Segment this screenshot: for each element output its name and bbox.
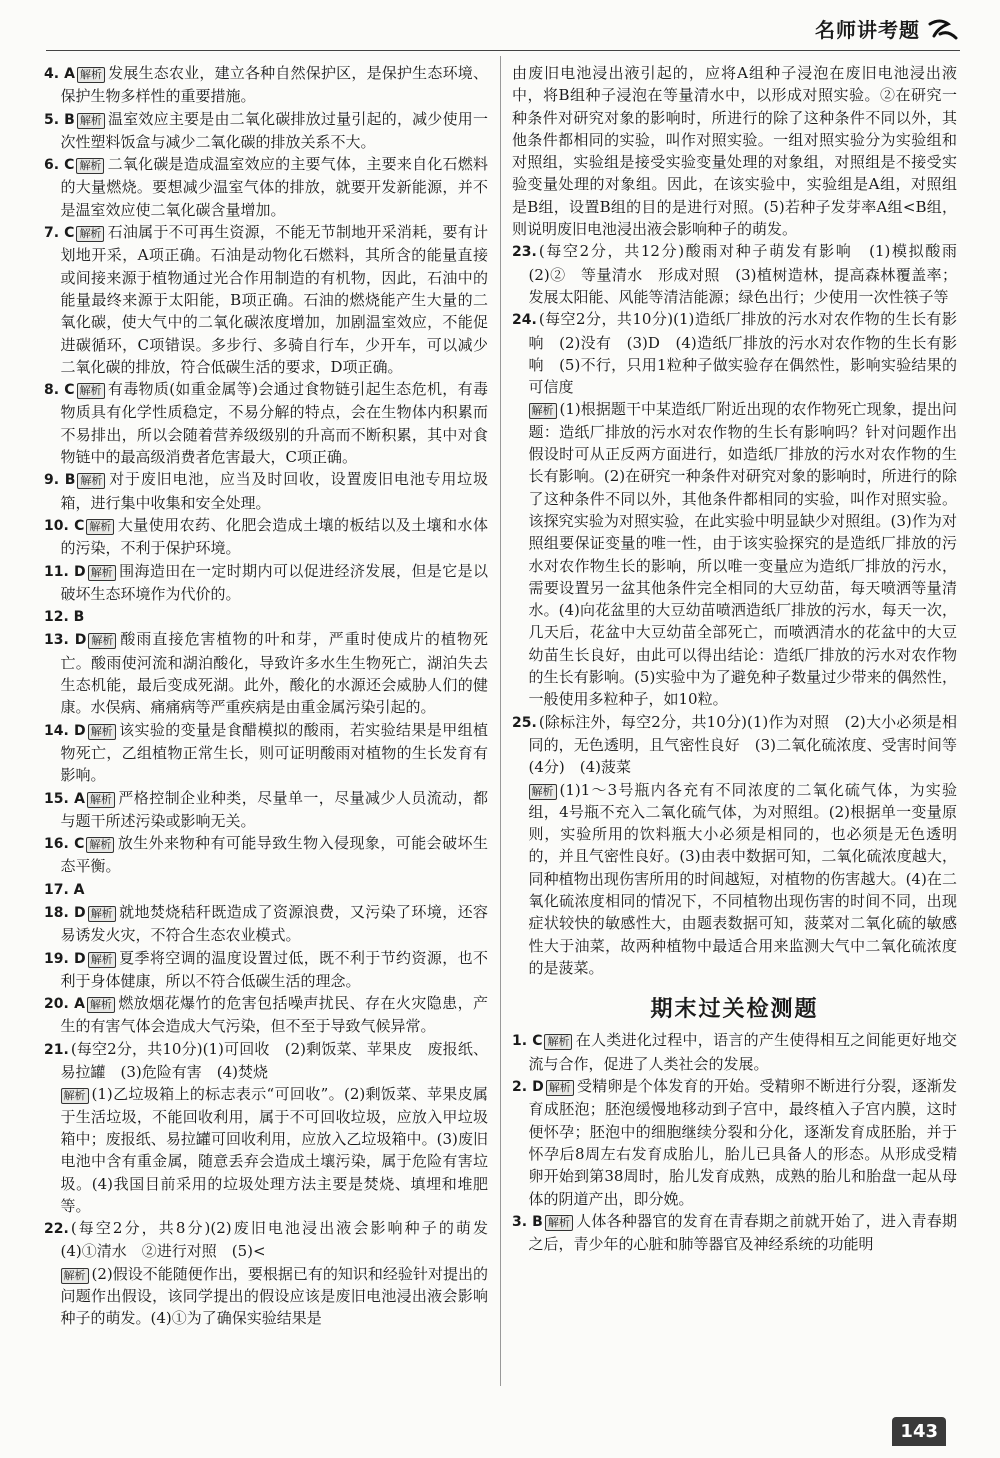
header-rule bbox=[46, 50, 960, 51]
answer-text: 酸雨直接危害植物的叶和芽，严重时使成片的植物死亡。酸雨使河流和湖泊酸化，导致许多水生生物死亡，湖泊失去生态机能，最后变成死湖。此外，酸化的水源还会威胁人们的健康。水俣病、痛痛病等严重疾病是由重金属污染引起的。 bbox=[60, 630, 488, 717]
answer-entry bbox=[512, 308, 957, 398]
answer-number: 14. D bbox=[44, 722, 86, 739]
analysis-tag: 解析 bbox=[88, 952, 116, 968]
answer-number: 22. bbox=[44, 1221, 69, 1238]
final-test-answers bbox=[512, 1029, 957, 1255]
answer-number: 8. C bbox=[44, 382, 75, 399]
answer-number: 15. A bbox=[44, 790, 85, 807]
analysis-tag: 解析 bbox=[88, 565, 116, 581]
answer-text: 二氧化碳是造成温室效应的主要气体，主要来自化石燃料的大量燃烧。要想减少温室气体的排放，就要开发新能源，并不是温室效应使二氧化碳含量增加。 bbox=[60, 155, 488, 219]
analysis-tag: 解析 bbox=[76, 158, 104, 174]
answer-entry bbox=[44, 901, 488, 947]
answer-entry bbox=[512, 398, 957, 710]
answer-text: 夏季将空调的温度设置过低，既不利于节约资源，也不利于身体健康，所以不符合低碳生活的理念。 bbox=[60, 948, 488, 990]
answer-text: (除标注外，每空2分，共10分)(1)作为对照 (2)大小必须是相同的，无色透明，且气密性良好 (3)二氧化硫浓度、受害时间等(4分) (4)菠菜 bbox=[528, 712, 957, 777]
answer-entry bbox=[512, 1210, 957, 1256]
answer-number: 12. B bbox=[44, 609, 85, 626]
answer-text: 温室效应主要是由二氧化碳排放过量引起的，减少使用一次性塑料饭盒与减少二氧化碳的排放关系不大。 bbox=[60, 109, 488, 151]
analysis-tag: 解析 bbox=[546, 1080, 574, 1096]
answer-text: 受精卵是个体发育的开始。受精卵不断进行分裂，逐渐发育成胚泡；胚泡缓慢地移动到子宫中，最终植入子宫内膜，这时便怀孕；胚泡中的细胞继续分裂和分化，逐渐发育成胚胎，并于怀孕后8周左右发育成胎儿，胎儿已具备人的形态。从形成受精卵开始到第38周时，胎儿发育成熟，成熟的胎儿和胎盘一起从母体的阴道产出，即分娩。 bbox=[528, 1077, 957, 1208]
analysis-tag: 解析 bbox=[77, 67, 105, 83]
analysis-tag: 解析 bbox=[77, 113, 105, 129]
answer-entry bbox=[512, 1075, 957, 1210]
answer-entry bbox=[44, 628, 488, 718]
answer-text: 在人类进化过程中，语言的产生使得相互之间能更好地交流与合作，促进了人类社会的发展。 bbox=[528, 1031, 957, 1073]
answer-entry bbox=[44, 221, 488, 378]
answer-entry bbox=[44, 787, 488, 833]
answer-number: 24. bbox=[512, 312, 537, 329]
answer-number: 19. D bbox=[44, 950, 86, 967]
answer-entry bbox=[512, 779, 957, 980]
answer-entry bbox=[44, 514, 488, 560]
analysis-tag: 解析 bbox=[545, 1215, 573, 1231]
right-column bbox=[512, 62, 973, 1255]
answer-number: 25. bbox=[512, 714, 537, 731]
answer-entry bbox=[44, 560, 488, 606]
answer-entry bbox=[44, 1217, 504, 1263]
answer-text: (2)假设不能随便作出，要根据已有的知识和经验针对提出的问题作出假设，该同学提出的假设应该是废旧电池浸出液会影响种子的萌发。(4)①为了确保实验结果是 bbox=[60, 1264, 488, 1328]
answer-number: 9. B bbox=[44, 472, 76, 489]
header-title: 名师讲考题 bbox=[815, 18, 920, 42]
answer-entry bbox=[44, 153, 488, 221]
answer-number: 18. D bbox=[44, 904, 86, 921]
answer-entry bbox=[44, 1263, 488, 1330]
answer-entry bbox=[512, 240, 973, 308]
answer-entry bbox=[44, 378, 488, 468]
answer-entry bbox=[44, 1038, 488, 1084]
answer-entry bbox=[44, 108, 488, 154]
right-answers bbox=[512, 62, 973, 979]
answer-text: 石油属于不可再生资源，不能无节制地开采消耗，要有计划地开采，A项正确。石油是动物化石燃料，其所含的能量直接或间接来源于植物通过光合作用制造的有机物，因此，石油中的能量最终来源于太阳能，B项正确。石油的燃烧能产生大量的二氧化碳，使大气中的二氧化碳浓度增加，加剧温室效应，不能促进碳循环，C项错误。多步行、多骑自行车，少开车，可以减少二氧化碳的排放，符合低碳生活的要求，D项正确。 bbox=[60, 223, 488, 376]
answer-entry bbox=[44, 947, 488, 993]
answer-text: 大量使用农药、化肥会造成土壤的板结以及土壤和水体的污染，不利于保护环境。 bbox=[60, 515, 488, 558]
page-number: 143 bbox=[892, 1417, 946, 1446]
answer-text: 就地焚烧秸秆既造成了资源浪费，又污染了环境，还容易诱发火灾，不符合生态农业模式。 bbox=[60, 902, 488, 945]
answer-number: 10. C bbox=[44, 517, 85, 534]
analysis-tag: 解析 bbox=[88, 633, 116, 649]
answer-text: (每空2分，共10分)(1)可回收 (2)剩饭菜、苹果皮 废报纸、易拉罐 (3)危险有害 (4)焚烧 bbox=[60, 1039, 488, 1082]
answer-text: 对于废旧电池，应当及时回收，设置废旧电池专用垃圾箱，进行集中收集和安全处理。 bbox=[60, 470, 488, 512]
analysis-tag: 解析 bbox=[544, 1034, 572, 1050]
answer-number: 4. A bbox=[44, 66, 75, 82]
section-title: 期末过关检测题 bbox=[650, 997, 819, 1023]
answer-entry bbox=[44, 605, 488, 628]
answer-number: 20. A bbox=[44, 996, 85, 1013]
answer-entry bbox=[44, 832, 488, 878]
answer-text: (1)根据题干中某造纸厂附近出现的农作物死亡现象，提出问题：造纸厂排放的污水对农作物的生长有影响吗？针对问题作出假设时可从正反两方面进行，如造纸厂排放的污水对农作物的生长有影响。(2)在研究一种条件对研究对象的影响时，所进行的除了这种条件不同以外，其他条件都相同的实验，叫作对照实验。该探究实验为对照实验，在此实验中明显缺少对照组。(3)作为对照组要保证变量的唯一性，由于该实验探究的是造纸厂排放的污水对农作物生长的影响，所以唯一变量应为造纸厂排放的污水，需要设置另一盆其他条件完全相同的大豆幼苗，每天喷洒等量清水。(4)向花盆里的大豆幼苗喷洒造纸厂排放的污水，每天一次，几天后，花盆中大豆幼苗全部死亡，而喷洒清水的花盆中的大豆幼苗生长良好，由此可以得出结论：造纸厂排放的污水对农作物的生长有影响。(5)实验中为了避免种子数量过少带来的偶然性，一般使用多粒种子，如10粒。 bbox=[528, 400, 957, 709]
answer-text: (每空2分，共10分)(1)造纸厂排放的污水对农作物的生长有影响 (2)没有 (3)D (4)造纸厂排放的污水对农作物的生长有影响 (5)不行，只用1粒种子做实验存在偶然性，影响实验结果的可信度 bbox=[528, 310, 957, 397]
answer-text: 该实验的变量是食醋模拟的酸雨，若实验结果是甲组植物死亡，乙组植物正常生长，则可证明酸雨对植物的生长发育有影响。 bbox=[60, 720, 488, 785]
answer-number: 21. bbox=[44, 1041, 69, 1058]
answer-number: 17. A bbox=[44, 881, 85, 898]
analysis-tag: 解析 bbox=[87, 792, 115, 808]
answer-entry bbox=[44, 719, 488, 787]
answer-number: 23. bbox=[512, 244, 537, 261]
answer-text: 有毒物质(如重金属等)会通过食物链引起生态危机，有毒物质具有化学性质稳定，不易分解的特点，会在生物体内积累而不易排出，所以会随着营养级级别的升高而不断积累，其中对食物链中的最高级消费者危害最大，C项正确。 bbox=[60, 380, 488, 467]
analysis-tag: 解析 bbox=[76, 226, 104, 242]
answer-text: 由废旧电池浸出液引起的，应将A组种子浸泡在废旧电池浸出液中，将B组种子浸泡在等量清水中，以形成对照实验。②在研究一种条件对研究对象的影响时，所进行的除了这种条件不同以外，其他条件都相同的实验，叫作对照实验。一组对照实验分为实验组和对照组，实验组是接受实验变量处理的对象组，对照组是不接受实验变量处理的对象组。因此，在该实验中，实验组是A组，对照组是B组，设置B组的目的是进行对照。(5)若种子发芽率A组<B组，则说明废旧电池浸出液会影响种子的萌发。 bbox=[512, 64, 957, 239]
analysis-tag: 解析 bbox=[77, 473, 105, 489]
answer-entry bbox=[512, 711, 957, 779]
answer-text: 人体各种器官的发育在青春期之前就开始了，进入青春期之后，青少年的心脏和肺等器官及神经系统的功能明 bbox=[528, 1211, 957, 1254]
analysis-tag: 解析 bbox=[88, 906, 116, 922]
answer-number: 16. C bbox=[44, 836, 85, 853]
answer-number: 3. B bbox=[512, 1213, 543, 1230]
analysis-tag: 解析 bbox=[87, 997, 115, 1013]
answer-number: 5. B bbox=[44, 111, 75, 128]
analysis-tag: 解析 bbox=[529, 403, 557, 419]
answer-text: 放生外来物种有可能导致生物入侵现象，可能会破坏生态平衡。 bbox=[60, 834, 488, 876]
answer-text: (每空2分，共8分)(2)废旧电池浸出液会影响种子的萌发 (4)①清水 ②进行对照 (5)< bbox=[60, 1219, 504, 1261]
answer-text: 发展生态农业，建立各种自然保护区，是保护生态环境、保护生物多样性的重要措施。 bbox=[60, 64, 488, 106]
analysis-tag: 解析 bbox=[61, 1088, 89, 1104]
answer-number: 13. D bbox=[44, 632, 87, 649]
answer-text: 燃放烟花爆竹的危害包括噪声扰民、存在火灾隐患，产生的有害气体会造成大气污染，但不至于导致气候异常。 bbox=[60, 994, 488, 1036]
answer-text: (每空2分，共12分)酸雨对种子萌发有影响 (1)模拟酸雨 (2)② 等量清水 形成对照 (3)植树造林，提高森林覆盖率；发展太阳能、风能等清洁能源；绿色出行；少使用一次性筷子等 bbox=[528, 242, 973, 306]
answer-entry bbox=[44, 992, 488, 1038]
answer-entry bbox=[512, 62, 957, 240]
answer-entry bbox=[512, 1029, 957, 1075]
answer-number: 6. C bbox=[44, 157, 75, 174]
analysis-tag: 解析 bbox=[61, 1268, 89, 1284]
answer-number: 7. C bbox=[44, 225, 75, 242]
answer-number: 11. D bbox=[44, 563, 86, 580]
answer-number: 1. C bbox=[512, 1033, 543, 1050]
answer-entry bbox=[44, 468, 488, 514]
answer-entry bbox=[44, 878, 488, 901]
answer-text: (1)乙垃圾箱上的标志表示“可回收”。(2)剩饭菜、苹果皮属于生活垃圾，不能回收利用，属于不可回收垃圾，应放入甲垃圾箱中；废报纸、易拉罐可回收利用，应放入乙垃圾箱中。(3)废旧电池中含有重金属，随意丢弃会造成土壤污染，属于危险有害垃圾。(4)我国目前采用的垃圾处理方法主要是焚烧、填埋和堆肥等。 bbox=[60, 1085, 488, 1215]
answer-entry bbox=[44, 62, 488, 108]
left-column bbox=[44, 62, 504, 1330]
analysis-tag: 解析 bbox=[529, 784, 557, 800]
answer-text: (1)1～3号瓶内各充有不同浓度的二氧化硫气体，为实验组，4号瓶不充入二氧化硫气体，为对照组。(2)根据单一变量原则，实验所用的饮料瓶大小必须是相同的，也必须是无色透明的，并且气密性良好。(3)由表中数据可知，二氧化硫浓度越大，同种植物出现伤害所用的时间越短，对植物的伤害越大。(4)在二氧化硫浓度相同的情况下，不同植物出现伤害的时间不同，出现症状较快的敏感性大，由题表数据可知，菠菜对二氧化硫的敏感性大于油菜，故两种植物中最适合用来监测大气中二氧化硫浓度的是菠菜。 bbox=[528, 780, 957, 977]
page-header bbox=[815, 14, 960, 43]
answer-text: 围海造田在一定时期内可以促进经济发展，但是它是以破坏生态环境作为代价的。 bbox=[60, 561, 488, 603]
analysis-tag: 解析 bbox=[77, 383, 105, 399]
analysis-tag: 解析 bbox=[88, 724, 116, 740]
brand-logo-icon bbox=[926, 16, 960, 42]
analysis-tag: 解析 bbox=[86, 837, 114, 853]
analysis-tag: 解析 bbox=[86, 519, 114, 535]
column-divider bbox=[500, 56, 501, 1386]
answer-entry bbox=[44, 1083, 488, 1217]
answer-number: 2. D bbox=[512, 1079, 544, 1096]
answer-text: 严格控制企业种类，尽量单一，尽量减少人员流动，都与题干所述污染或影响无关。 bbox=[60, 788, 488, 830]
